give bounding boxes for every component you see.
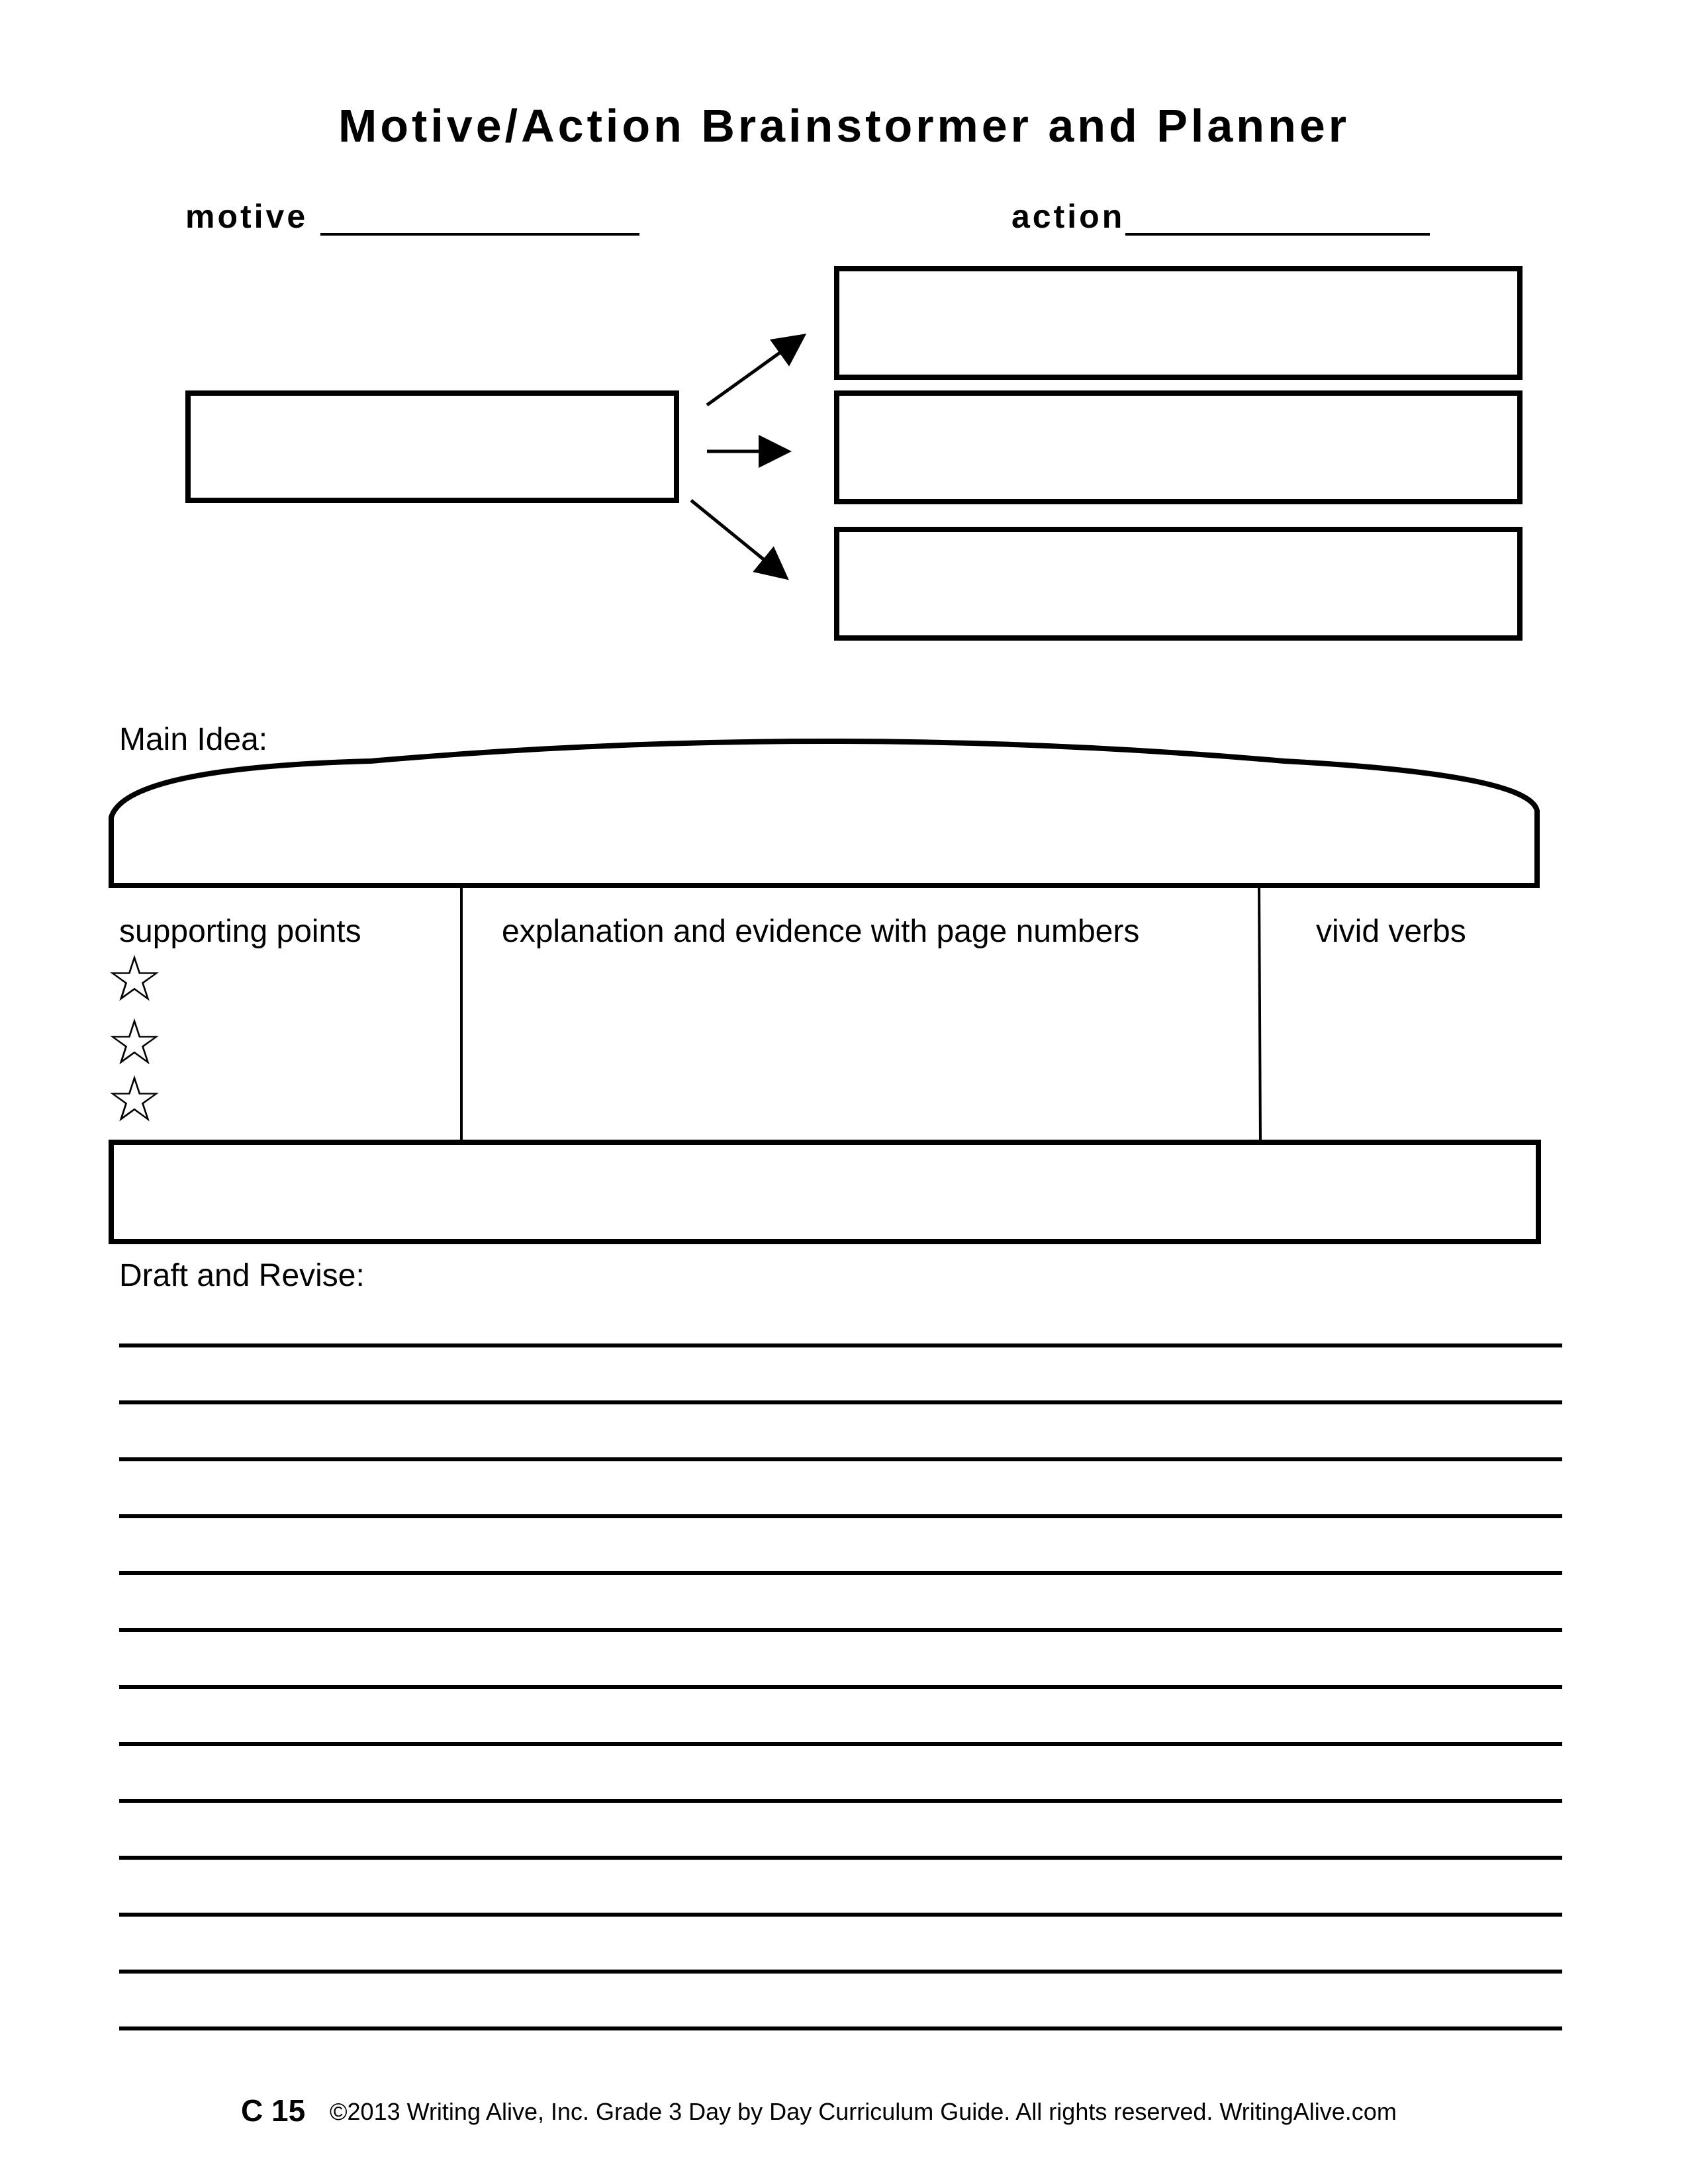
writing-line[interactable] bbox=[119, 2026, 1562, 2030]
main-idea-label: Main Idea: bbox=[119, 722, 268, 757]
star-icon: ☆ bbox=[106, 944, 164, 1015]
writing-line[interactable] bbox=[119, 1799, 1562, 1803]
star-icon: ☆ bbox=[106, 1007, 164, 1078]
footer-page-code: C 15 bbox=[241, 2093, 306, 2128]
arrow-down bbox=[691, 500, 784, 576]
motive-label: motive bbox=[185, 198, 308, 235]
main-idea-box bbox=[111, 741, 1537, 886]
supporting-points-header: supporting points bbox=[119, 914, 361, 949]
writing-line[interactable] bbox=[119, 1856, 1562, 1860]
star-icon: ☆ bbox=[106, 1064, 164, 1135]
page-title: Motive/Action Brainstormer and Planner bbox=[338, 100, 1350, 152]
writing-line[interactable] bbox=[119, 1913, 1562, 1917]
writing-line[interactable] bbox=[119, 1400, 1562, 1404]
arrow-up bbox=[707, 338, 801, 405]
conclusion-box[interactable] bbox=[109, 1140, 1541, 1244]
writing-line[interactable] bbox=[119, 1970, 1562, 1974]
draft-revise-label: Draft and Revise: bbox=[119, 1258, 365, 1293]
writing-line[interactable] bbox=[119, 1571, 1562, 1575]
writing-line[interactable] bbox=[119, 1457, 1562, 1461]
footer-copyright: ©2013 Writing Alive, Inc. Grade 3 Day by Day Curriculum Guide. All rights reserved. WritingAlive.com bbox=[330, 2098, 1397, 2125]
writing-line[interactable] bbox=[119, 1742, 1562, 1746]
writing-line[interactable] bbox=[119, 1685, 1562, 1689]
vivid-verbs-header: vivid verbs bbox=[1316, 914, 1466, 949]
writing-line[interactable] bbox=[119, 1343, 1562, 1347]
explanation-header: explanation and evidence with page numbers bbox=[502, 914, 1140, 949]
writing-line[interactable] bbox=[119, 1514, 1562, 1518]
column-divider-2 bbox=[1259, 886, 1260, 1141]
action-label: action bbox=[1011, 198, 1125, 235]
writing-line[interactable] bbox=[119, 1628, 1562, 1632]
